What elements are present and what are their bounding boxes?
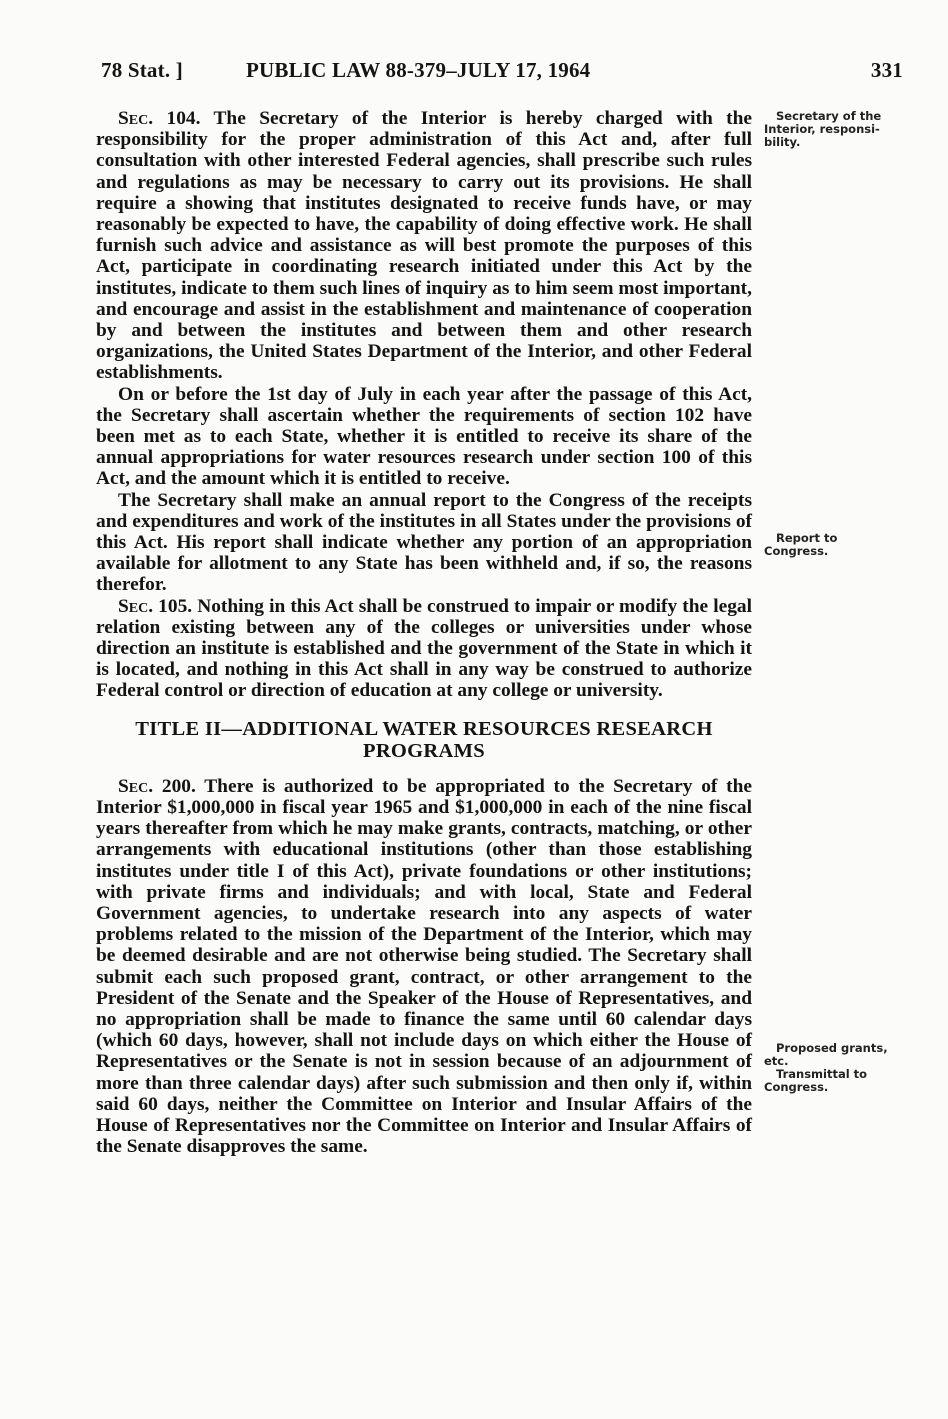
margin-note-report: Report to Congress. <box>764 531 838 558</box>
paragraph-text: 105. Nothing in this Act shall be construed to impair or modify the legal relation existing between any of the colleges or universities under whose direction an institute is established and the government of the State in which it is located, and nothing in this Act shall in any way be construed to authorize Federal control or direction of education at any college or university. <box>96 595 752 702</box>
paragraph-sec-104 <box>96 108 752 384</box>
title-line-1: TITLE II—ADDITIONAL WATER RESOURCES RESEARCH <box>135 717 713 740</box>
stat-reference: 78 Stat. ] <box>101 58 183 82</box>
main-text <box>96 108 752 1157</box>
paragraph-text: 200. There is authorized to be appropriated to the Secretary of the Interior $1,000,000 in fiscal year 1965 and $1,000,000 in each of the nine fiscal years thereafter from which he may make grants, contracts, matching, or other arrangements with educational institutions (other than those establishing institutes under title I of this Act), private foundations or other institutions; with private firms and individuals; and with local, State and Federal Government agencies, to undertake research into any aspects of water problems related to the mission of the Department of the Interior, which may be deemed desirable and are not otherwise being studied. The Secretary shall submit each such proposed grant, contract, or other arrangement to the President of the Senate and the Speaker of the House of Representatives, and no appropriation shall be made to finance the same until 60 calendar days (which 60 days, however, shall not include days on which either the House of Representatives or the Senate is not in session because of an adjournment of more than three calendar days) after such submission and then only if, within said 60 days, neither the Committee on Interior and Insular Affairs of the House of Representatives nor the Committee on Interior and Insular Affairs of the Senate disapproves the same. <box>96 775 752 1158</box>
paragraph-text: The Secretary shall make an annual report to the Congress of the receipts and expenditures and work of the institutes in all States under the provisions of this Act. His report shall indicate whether any portion of an appropriation available for allotment to any State has been withheld and, if so, the reasons therefor. <box>96 489 752 596</box>
title-line-2: PROGRAMS <box>363 739 485 762</box>
paragraph-annual-report <box>96 490 752 596</box>
page-number: 331 <box>870 58 903 82</box>
paragraph-sec-200 <box>96 776 752 1158</box>
section-lead: Sec. <box>118 108 154 129</box>
page-header <box>101 58 901 88</box>
section-lead: Sec. <box>118 595 154 617</box>
title-heading <box>96 718 752 762</box>
margin-note-secretary: Secretary of the Interior, responsi- bility. <box>764 109 882 149</box>
paragraph-sec-105 <box>96 596 752 702</box>
paragraph-text: 104. The Secretary of the Interior is hereby charged with the responsibility for the proper administration of this Act and, after full consultation with other interested Federal agencies, shall prescribe such rules and regulations as may be necessary to carry out its provisions. He shall require a showing that institutes designated to receive funds have, or may reasonably be expected to have, the capability of doing effective work. He shall furnish such advice and assistance as will best promote the purposes of this Act, participate in coordinating research initiated under this Act by the institutes, indicate to them such lines of inquiry as to him seem most important, and encourage and assist in the establishment and maintenance of cooperation by and between the institutes and between them and other research organizations, the United States Department of the Interior, and other Federal establishments. <box>96 108 752 384</box>
running-title: PUBLIC LAW 88-379–JULY 17, 1964 <box>246 58 591 82</box>
paragraph-annual-ascertain <box>96 384 752 490</box>
paragraph-text: On or before the 1st day of July in each year after the passage of this Act, the Secretary shall ascertain whether the requirements of section 102 have been met as to each State, whether it is entitled to receive its share of the annual appropriations for water resources research under section 100 of this Act, and the amount which it is entitled to receive. <box>96 383 752 490</box>
margin-note-grants: Proposed grants, etc. Transmittal to Congress. <box>764 1041 888 1094</box>
section-lead: Sec. <box>118 775 154 797</box>
